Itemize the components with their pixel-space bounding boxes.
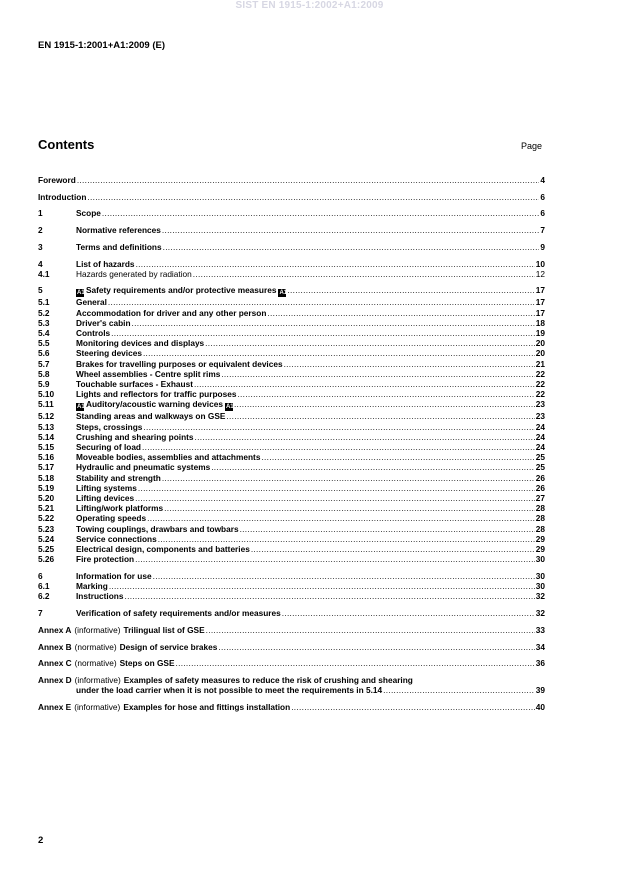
leader-dots (108, 297, 535, 307)
standard-header: EN 1915-1:2001+A1:2009 (E) (38, 40, 166, 51)
toc-row[interactable] (38, 493, 545, 503)
leader-dots (138, 483, 535, 493)
toc-number: 5.3 (38, 317, 50, 328)
toc-row[interactable] (38, 462, 545, 472)
toc-title-text: Safety requirements and/or protective measures (86, 285, 277, 296)
toc-number: 5.8 (38, 368, 50, 379)
leader-dots (153, 571, 535, 581)
toc-number: 5.12 (38, 411, 55, 422)
toc-title: Examples of safety measures to reduce the risk of crushing and shearing (123, 674, 413, 685)
toc-page: 24 (535, 442, 545, 453)
leader-dots (147, 513, 535, 523)
leader-dots (142, 442, 535, 452)
toc-title: Hazards generated by radiation (76, 268, 192, 279)
toc-foreword[interactable] (38, 175, 545, 185)
leader-dots (163, 242, 540, 252)
toc-number: 6.2 (38, 591, 50, 602)
leader-dots (237, 389, 534, 399)
toc-number: 5.2 (38, 307, 50, 318)
leader-dots (211, 462, 535, 472)
annex-prefix: Annex C (38, 658, 72, 669)
toc-page: 28 (535, 503, 545, 514)
leader-dots (176, 658, 535, 668)
leader-dots (234, 399, 535, 409)
leader-dots (111, 328, 535, 338)
toc-row[interactable] (38, 348, 545, 358)
leader-dots (206, 625, 535, 635)
toc-section-6-1[interactable] (38, 581, 545, 591)
toc-row[interactable] (38, 554, 545, 564)
leader-dots (162, 473, 535, 483)
toc-page: 23 (535, 399, 545, 410)
toc-page: 25 (535, 452, 545, 463)
toc-row[interactable] (38, 359, 545, 369)
annex-prefix: Annex A (38, 624, 72, 635)
toc-row[interactable] (38, 411, 545, 421)
toc-title: Hydraulic and pneumatic systems (76, 462, 211, 473)
toc-row[interactable] (38, 308, 545, 318)
leader-dots (218, 642, 534, 652)
toc-title: Crushing and shearing points (76, 431, 194, 442)
leader-dots (143, 348, 535, 358)
toc-title: Foreword (38, 175, 76, 185)
leader-dots (87, 192, 539, 202)
toc-title: Trilingual list of GSE (123, 624, 205, 635)
toc-page: 17 (535, 307, 545, 318)
leader-dots (124, 591, 534, 601)
toc-page: 30 (535, 554, 545, 565)
toc-annex-c[interactable] (38, 658, 545, 668)
leader-dots (383, 685, 535, 695)
amendment-start-icon: A1 (77, 404, 85, 411)
leader-dots (102, 208, 539, 218)
toc-page: 32 (535, 608, 545, 619)
leader-dots (267, 308, 534, 318)
toc-title: Operating speeds (76, 513, 147, 524)
toc-section-6-2[interactable] (38, 591, 545, 601)
annex-type: (normative) (74, 641, 117, 652)
leader-dots (109, 581, 535, 591)
toc-title: Standing areas and walkways on GSE (76, 411, 226, 422)
toc-title: Introduction (38, 191, 87, 202)
toc-title: General (76, 297, 107, 308)
toc-number: 5.4 (38, 328, 50, 339)
toc-page: 21 (535, 358, 545, 369)
toc-title: Driver's cabin (76, 317, 131, 328)
toc-page: 6 (540, 191, 545, 202)
toc-title: Service connections (76, 533, 157, 544)
leader-dots (143, 422, 534, 432)
toc-title: Design of service brakes (119, 641, 218, 652)
toc-page: 22 (535, 368, 545, 379)
amendment-end-icon: A1 (225, 404, 234, 411)
leader-dots (282, 608, 535, 618)
toc-page: 20 (535, 338, 545, 349)
toc-page: 19 (535, 328, 545, 339)
toc-section-4[interactable] (38, 259, 545, 269)
table-of-contents (38, 175, 545, 712)
toc-page: 29 (535, 544, 545, 555)
toc-page: 39 (535, 685, 545, 696)
toc-row[interactable] (38, 328, 545, 338)
toc-row[interactable] (38, 432, 545, 442)
annex-prefix: Annex D (38, 674, 72, 685)
toc-number: 5.10 (38, 389, 55, 400)
toc-section-2[interactable] (38, 225, 545, 235)
toc-number: 5.5 (38, 338, 50, 349)
leader-dots (162, 225, 540, 235)
leader-dots (240, 524, 535, 534)
leader-dots (287, 285, 534, 295)
toc-title: Brakes for travelling purposes or equivalent devices (76, 358, 283, 369)
toc-page: 12 (535, 268, 545, 279)
toc-title: Lifting systems (76, 482, 137, 493)
leader-dots (205, 338, 535, 348)
toc-row[interactable] (38, 389, 545, 399)
toc-number: 4.1 (38, 268, 50, 279)
toc-row[interactable] (38, 503, 545, 513)
toc-section-1[interactable] (38, 208, 545, 218)
leader-dots (158, 534, 535, 544)
toc-page: 27 (535, 493, 545, 504)
leader-dots (77, 175, 540, 185)
toc-page: 6 (540, 208, 545, 219)
toc-row[interactable] (38, 442, 545, 452)
contents-title: Contents (38, 137, 95, 152)
toc-number: 5.19 (38, 482, 55, 493)
toc-number: 5.14 (38, 431, 55, 442)
toc-number: 5.25 (38, 544, 55, 555)
toc-page: 17 (535, 297, 545, 308)
toc-page: 34 (535, 641, 545, 652)
leader-dots (132, 318, 535, 328)
toc-number: 5.18 (38, 472, 55, 483)
toc-page: 23 (535, 411, 545, 422)
leader-dots (221, 369, 534, 379)
toc-introduction[interactable] (38, 192, 545, 202)
toc-number: 3 (38, 241, 43, 252)
toc-title: Scope (76, 208, 101, 219)
toc-page: 22 (535, 379, 545, 390)
toc-page: 29 (535, 533, 545, 544)
toc-section-6[interactable] (38, 571, 545, 581)
toc-title: Auditory/acoustic warning devices (86, 399, 223, 410)
toc-row[interactable] (38, 399, 545, 411)
toc-title: Wheel assemblies - Centre split rims (76, 368, 221, 379)
toc-row[interactable] (38, 452, 545, 462)
leader-dots (194, 379, 535, 389)
toc-number: 5.24 (38, 533, 55, 544)
toc-title: Lifting devices (76, 493, 135, 504)
toc-number: 6.1 (38, 581, 50, 592)
toc-row[interactable] (38, 379, 545, 389)
toc-annex-e[interactable] (38, 702, 545, 712)
leader-dots (226, 411, 534, 421)
toc-number: 5.16 (38, 452, 55, 463)
toc-page: 26 (535, 472, 545, 483)
toc-title (76, 285, 286, 297)
toc-page: 17 (535, 285, 545, 296)
toc-page: 32 (535, 591, 545, 602)
toc-title: Fire protection (76, 554, 135, 565)
toc-number: 5.26 (38, 554, 55, 565)
toc-row[interactable] (38, 534, 545, 544)
leader-dots (291, 702, 535, 712)
leader-dots (251, 544, 535, 554)
toc-page: 10 (535, 258, 545, 269)
toc-title: Verification of safety requirements and/or measures (76, 608, 281, 619)
annex-type: (informative) (74, 701, 121, 712)
toc-number: 5.22 (38, 513, 55, 524)
leader-dots (164, 503, 535, 513)
toc-title: Normative references (76, 225, 161, 236)
toc-page: 18 (535, 317, 545, 328)
toc-row[interactable] (38, 422, 545, 432)
toc-title: Marking (76, 581, 108, 592)
toc-title: Terms and definitions (76, 241, 162, 252)
toc-title: Examples for hose and fittings installation (123, 701, 291, 712)
page-number: 2 (38, 835, 44, 846)
toc-page: 28 (535, 523, 545, 534)
toc-title: Information for use (76, 571, 152, 581)
toc-title-continued: under the load carrier when it is not possible to meet the requirements in 5.14 (76, 685, 383, 696)
toc-row[interactable] (38, 297, 545, 307)
toc-title: Moveable bodies, assemblies and attachments (76, 452, 261, 463)
toc-row[interactable] (38, 524, 545, 534)
toc-title: Electrical design, components and batteries (76, 544, 250, 555)
toc-number: 5.9 (38, 379, 50, 390)
toc-number: 7 (38, 608, 43, 619)
toc-number: 1 (38, 208, 43, 219)
toc-title: Touchable surfaces - Exhaust (76, 379, 193, 390)
toc-section-7[interactable] (38, 608, 545, 618)
amendment-start-icon: A1 (77, 290, 85, 297)
toc-row[interactable] (38, 544, 545, 554)
toc-title: Towing couplings, drawbars and towbars (76, 523, 239, 534)
watermark: SIST EN 1915-1:2002+A1:2009 (235, 0, 384, 11)
toc-number: 5.13 (38, 421, 55, 432)
toc-page: 36 (535, 658, 545, 669)
toc-number: 5.6 (38, 348, 50, 359)
leader-dots (284, 359, 535, 369)
toc-title: Lights and reflectors for traffic purposes (76, 389, 237, 400)
toc-annex-d[interactable] (38, 675, 545, 695)
toc-annex-b[interactable] (38, 642, 545, 652)
toc-title: Steering devices (76, 348, 142, 359)
toc-page: 30 (535, 571, 545, 581)
toc-section-3[interactable] (38, 242, 545, 252)
leader-dots (261, 452, 534, 462)
toc-title: Steps on GSE (119, 658, 175, 669)
toc-page: 30 (535, 581, 545, 592)
leader-dots (135, 554, 535, 564)
toc-page: 25 (535, 462, 545, 473)
toc-page: 4 (540, 175, 545, 185)
toc-title: Lifting/work platforms (76, 503, 164, 514)
toc-number: 5.23 (38, 523, 55, 534)
toc-page: 22 (535, 389, 545, 400)
toc-page: 28 (535, 513, 545, 524)
toc-title: Accommodation for driver and any other person (76, 307, 267, 318)
toc-number: 2 (38, 225, 43, 236)
annex-type: (normative) (74, 658, 117, 669)
toc-number: 4 (38, 258, 43, 269)
toc-row[interactable] (38, 473, 545, 483)
leader-dots (193, 269, 535, 279)
annex-type: (informative) (74, 624, 121, 635)
toc-page: 20 (535, 348, 545, 359)
toc-section-4-1[interactable] (38, 269, 545, 279)
toc-title: Steps, crossings (76, 421, 143, 432)
toc-number: 5.7 (38, 358, 50, 369)
toc-title: Controls (76, 328, 111, 339)
toc-number: 5.1 (38, 297, 50, 308)
toc-section-5[interactable] (38, 285, 545, 297)
leader-dots (136, 259, 535, 269)
leader-dots (135, 493, 535, 503)
section-5-subsections (38, 297, 545, 564)
annex-type: (informative) (74, 674, 121, 685)
leader-dots (195, 432, 535, 442)
amendment-end-icon: A1 (279, 290, 288, 297)
toc-number: 6 (38, 571, 43, 581)
toc-row[interactable] (38, 338, 545, 348)
toc-number: 5.20 (38, 493, 55, 504)
annex-prefix: Annex B (38, 641, 72, 652)
toc-row[interactable] (38, 369, 545, 379)
toc-row[interactable] (38, 513, 545, 523)
toc-title: Instructions (76, 591, 124, 602)
toc-title: Stability and strength (76, 472, 161, 483)
toc-number: 5.21 (38, 503, 55, 514)
toc-title: List of hazards (76, 258, 135, 269)
annex-prefix: Annex E (38, 701, 72, 712)
toc-page: 26 (535, 482, 545, 493)
toc-page: 9 (540, 241, 545, 252)
toc-number: 5.17 (38, 462, 55, 473)
toc-number: 5.15 (38, 442, 55, 453)
toc-annex-a[interactable] (38, 625, 545, 635)
toc-page: 24 (535, 431, 545, 442)
toc-page: 7 (540, 225, 545, 236)
toc-number: 5 (38, 285, 43, 296)
toc-page: 33 (535, 624, 545, 635)
page-column-label: Page (521, 141, 543, 151)
toc-row[interactable] (38, 318, 545, 328)
toc-title: Monitoring devices and displays (76, 338, 205, 349)
toc-title: Securing of load (76, 442, 141, 453)
toc-page: 24 (535, 421, 545, 432)
toc-number: 5.11 (38, 399, 54, 410)
toc-row[interactable] (38, 483, 545, 493)
toc-page: 40 (535, 701, 545, 712)
